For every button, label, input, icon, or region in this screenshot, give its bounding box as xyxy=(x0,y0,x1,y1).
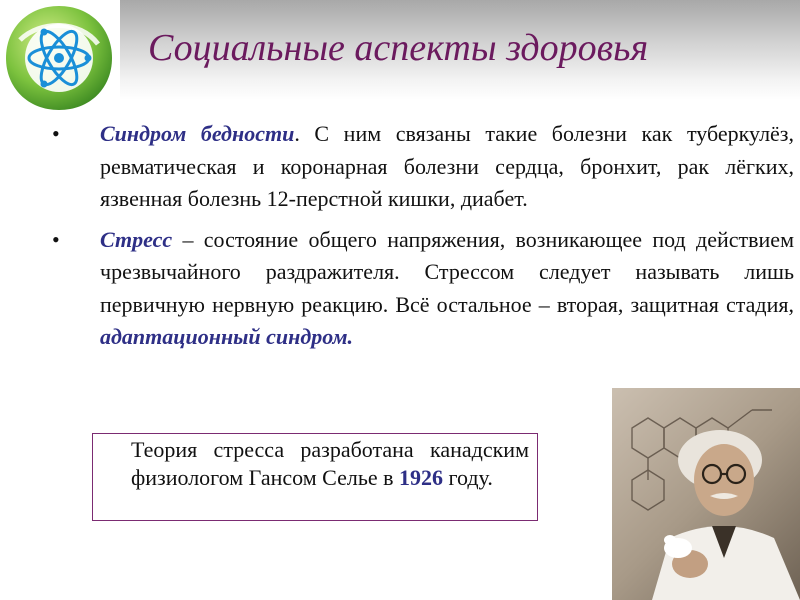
atom-logo-icon xyxy=(0,0,118,118)
slide-title: Социальные аспекты здоровья xyxy=(148,27,649,69)
bullet-text: . С ним связаны такие болезни как туберкулёз, ревматическая и коронарная болезни сердца, бронхит, рак лёгких, язвенная болезнь 12-перстной кишки, диабет. xyxy=(100,121,794,211)
scientist-photo xyxy=(612,388,800,600)
bullet-tail: . xyxy=(347,324,354,349)
quote-box xyxy=(92,433,538,521)
bullet-marker: • xyxy=(52,226,60,252)
bullet-stress xyxy=(52,224,794,354)
quote-text-after: году. xyxy=(443,465,493,490)
bullet-term: Стресс xyxy=(100,226,173,252)
bullet-list xyxy=(52,118,794,362)
bullet-term: Синдром бедности xyxy=(100,121,295,146)
bullet-accent: адаптационный синдром xyxy=(100,324,348,349)
quote-text-before: Теория стресса разработана канадским физиологом Гансом Селье в xyxy=(131,437,529,490)
bullet-text: – состояние общего напряжения, возникающее под действием чрезвычайного раздражителя. Стрессом следует называть лишь первичную нервную реакцию. Всё остальное – вторая, защитная стадия, xyxy=(100,226,794,317)
quote-text xyxy=(131,436,529,492)
bullet-marker: • xyxy=(52,121,60,146)
bullet-poverty-syndrome xyxy=(52,118,794,216)
quote-year: 1926 xyxy=(399,465,444,490)
